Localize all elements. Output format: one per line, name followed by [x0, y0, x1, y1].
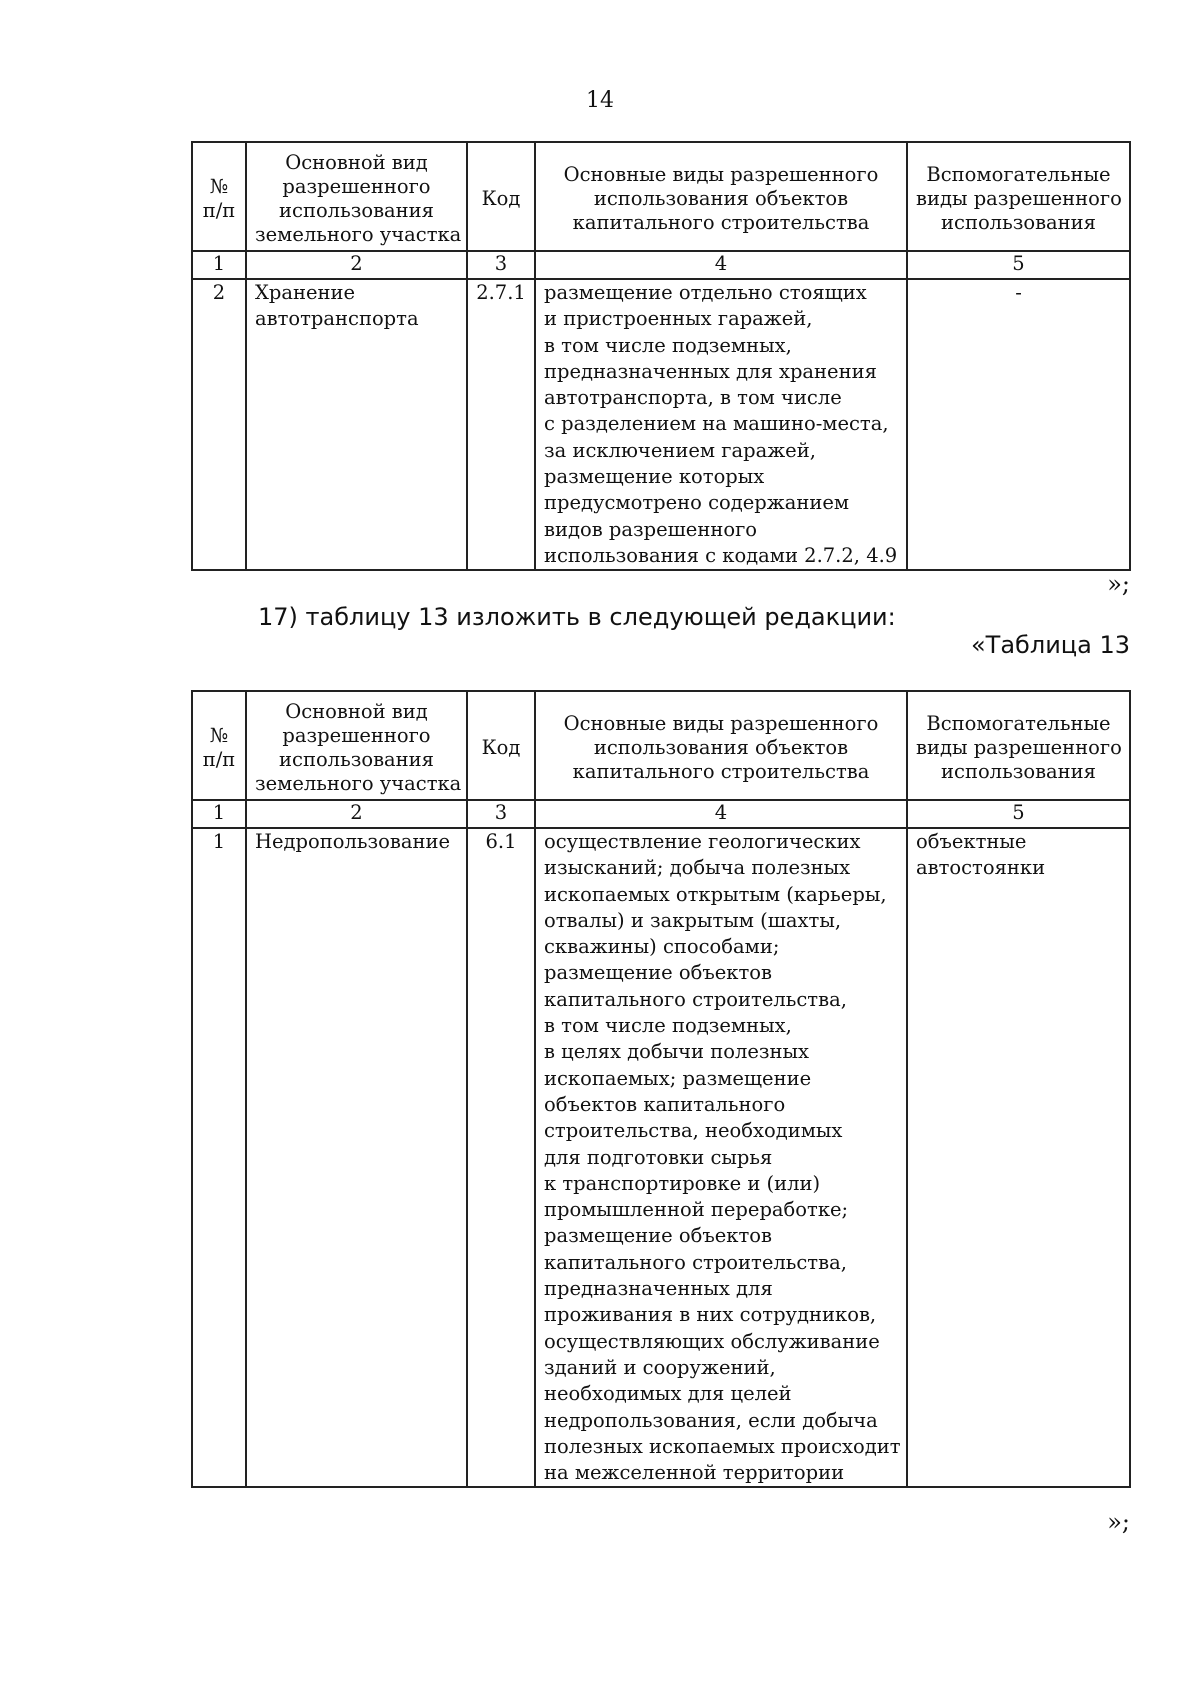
text-line: Вспомогательные: [926, 162, 1111, 186]
text-line: автотранспорта: [255, 307, 419, 331]
land-use-code: 6.1: [467, 828, 535, 1487]
column-number: 4: [535, 251, 907, 279]
column-number: 5: [907, 251, 1130, 279]
text-line: ископаемых открытым (карьеры,: [544, 882, 887, 906]
text-line: земельного участка: [255, 222, 462, 246]
text-line: Основные виды разрешенного: [563, 162, 879, 186]
main-uses-description: [535, 828, 907, 1487]
table-header-row: [192, 142, 1130, 251]
column-number: 1: [192, 800, 246, 828]
header-main-uses: [535, 691, 907, 800]
text-line: в целях добычи полезных: [544, 1040, 810, 1064]
column-number: 3: [467, 800, 535, 828]
text-line: виды разрешенного: [916, 186, 1122, 210]
text-line: п/п: [202, 747, 236, 771]
table-row: [192, 279, 1130, 570]
text-line: капитального строительства,: [544, 1250, 847, 1274]
text-line: использования объектов: [593, 186, 849, 210]
text-line: объектов капитального: [544, 1092, 786, 1116]
text-line: использования: [279, 198, 434, 222]
table-caption: «Таблица 13: [971, 631, 1130, 659]
text-line: земельного участка: [255, 771, 462, 795]
text-line: строительства, необходимых: [544, 1119, 843, 1143]
text-line: в том числе подземных,: [544, 333, 792, 357]
text-line: капитального строительства: [572, 759, 870, 783]
column-numbers-row: [192, 251, 1130, 279]
text-line: Основные виды разрешенного: [563, 711, 879, 735]
text-line: использования: [941, 210, 1096, 234]
land-use-name: [246, 279, 467, 570]
text-line: Код: [481, 735, 521, 759]
auxiliary-uses: [907, 279, 1130, 570]
header-number: [192, 691, 246, 800]
text-line: изысканий; добыча полезных: [544, 856, 851, 880]
text-line: промышленной переработке;: [544, 1198, 849, 1222]
text-line: Основной вид: [285, 150, 428, 174]
header-main-uses: [535, 142, 907, 251]
text-line: Основной вид: [285, 699, 428, 723]
auxiliary-uses: [907, 828, 1130, 1487]
header-auxiliary-uses: [907, 142, 1130, 251]
text-line: ископаемых; размещение: [544, 1066, 812, 1090]
text-line: размещение которых: [544, 465, 765, 489]
text-line: проживания в них сотрудников,: [544, 1303, 877, 1327]
table-header-row: [192, 691, 1130, 800]
amendment-instruction: 17) таблицу 13 изложить в следующей редакции:: [258, 603, 896, 631]
land-use-table-2: [191, 690, 1131, 1488]
text-line: предназначенных для хранения: [544, 359, 877, 383]
header-land-use: [246, 691, 467, 800]
text-line: объектные: [916, 830, 1027, 853]
text-line: использования с кодами 2.7.2, 4.9: [544, 543, 898, 567]
column-number: 2: [246, 800, 467, 828]
text-line: осуществляющих обслуживание: [544, 1329, 880, 1353]
text-line: использования объектов: [593, 735, 849, 759]
column-number: 2: [246, 251, 467, 279]
text-line: необходимых для целей: [544, 1382, 792, 1406]
text-line: недропользования, если добыча: [544, 1408, 878, 1432]
land-use-table-1: [191, 141, 1131, 571]
text-line: видов разрешенного: [544, 517, 758, 541]
page-number: 14: [586, 88, 614, 113]
text-line: размещение объектов: [544, 961, 772, 985]
text-line: зданий и сооружений,: [544, 1355, 776, 1379]
text-line: к транспортировке и (или): [544, 1171, 821, 1195]
text-line: предусмотрено содержанием: [544, 491, 850, 515]
text-line: виды разрешенного: [916, 735, 1122, 759]
text-line: на межселенной территории: [544, 1461, 845, 1485]
text-line: Недропользование: [255, 830, 451, 853]
text-line: автостоянки: [916, 856, 1046, 880]
text-line: отвалы) и закрытым (шахты,: [544, 908, 842, 932]
header-code: [467, 691, 535, 800]
text-line: использования: [941, 759, 1096, 783]
text-line: осуществление геологических: [544, 830, 861, 853]
text-line: Код: [481, 186, 521, 210]
column-numbers-row: [192, 800, 1130, 828]
column-number: 4: [535, 800, 907, 828]
text-line: №: [209, 723, 229, 747]
text-line: -: [1015, 281, 1022, 304]
text-line: Хранение: [255, 281, 356, 304]
closing-quote: »;: [1107, 1508, 1130, 1536]
row-number: 2: [192, 279, 246, 570]
text-line: и пристроенных гаражей,: [544, 307, 813, 331]
land-use-name: [246, 828, 467, 1487]
text-line: разрешенного: [282, 723, 431, 747]
text-line: за исключением гаражей,: [544, 438, 816, 462]
header-land-use: [246, 142, 467, 251]
text-line: предназначенных для: [544, 1277, 773, 1301]
text-line: капитального строительства,: [544, 987, 847, 1011]
text-line: размещение отдельно стоящих: [544, 281, 867, 304]
column-number: 5: [907, 800, 1130, 828]
text-line: скважины) способами;: [544, 935, 780, 959]
header-code: [467, 142, 535, 251]
text-line: автотранспорта, в том числе: [544, 386, 842, 410]
column-number: 3: [467, 251, 535, 279]
row-number: 1: [192, 828, 246, 1487]
text-line: п/п: [202, 198, 236, 222]
text-line: №: [209, 174, 229, 198]
text-line: размещение объектов: [544, 1224, 772, 1248]
text-line: использования: [279, 747, 434, 771]
text-line: для подготовки сырья: [544, 1145, 773, 1169]
text-line: в том числе подземных,: [544, 1014, 792, 1038]
text-line: разрешенного: [282, 174, 431, 198]
column-number: 1: [192, 251, 246, 279]
header-auxiliary-uses: [907, 691, 1130, 800]
text-line: с разделением на машино-места,: [544, 412, 889, 436]
text-line: капитального строительства: [572, 210, 870, 234]
text-line: Вспомогательные: [926, 711, 1111, 735]
text-line: полезных ископаемых происходит: [544, 1434, 901, 1458]
land-use-code: 2.7.1: [467, 279, 535, 570]
table-row: [192, 828, 1130, 1487]
main-uses-description: [535, 279, 907, 570]
header-number: [192, 142, 246, 251]
closing-quote: »;: [1107, 570, 1130, 598]
